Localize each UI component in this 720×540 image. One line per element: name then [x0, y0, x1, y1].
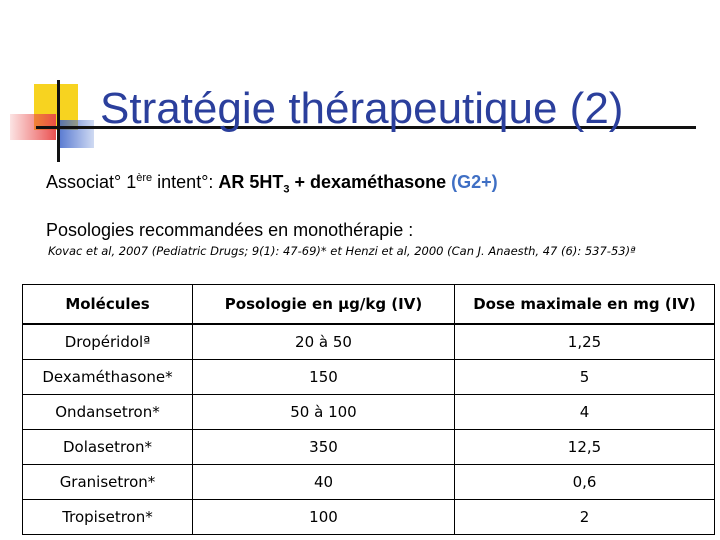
decor-blue-square	[58, 120, 94, 148]
cell-posology: 40	[193, 465, 455, 500]
cell-max-dose: 5	[455, 360, 715, 395]
association-g2: (G2+)	[451, 172, 498, 192]
association-middle: intent°:	[152, 172, 219, 192]
cell-molecule: Dexaméthasone*	[23, 360, 193, 395]
table-row	[23, 395, 715, 430]
cell-max-dose: 12,5	[455, 430, 715, 465]
slide-title: Stratégie thérapeutique (2)	[100, 84, 624, 133]
association-sup: ère	[136, 172, 153, 184]
table-header-row	[23, 285, 715, 325]
cell-posology: 100	[193, 500, 455, 535]
cell-posology: 150	[193, 360, 455, 395]
cell-posology: 50 à 100	[193, 395, 455, 430]
cell-molecule: Ondansetron*	[23, 395, 193, 430]
cell-molecule: Tropisetron*	[23, 500, 193, 535]
cell-molecule: Granisetron*	[23, 465, 193, 500]
cell-molecule: Dropéridolª	[23, 324, 193, 360]
decor-vertical-line	[57, 80, 60, 162]
association-prefix: Associat° 1	[46, 172, 137, 192]
table-row	[23, 430, 715, 465]
posology-heading: Posologies recommandées en monothérapie :	[46, 220, 414, 240]
cell-max-dose: 0,6	[455, 465, 715, 500]
cell-posology: 20 à 50	[193, 324, 455, 360]
association-ar: AR 5HT	[218, 172, 284, 192]
table-row	[23, 465, 715, 500]
cell-max-dose: 1,25	[455, 324, 715, 360]
table-row	[23, 360, 715, 395]
cell-molecule: Dolasetron*	[23, 430, 193, 465]
header-posology: Posologie en µg/kg (IV)	[193, 285, 455, 325]
association-plus: + dexaméthasone	[289, 172, 452, 192]
table-row	[23, 500, 715, 535]
header-max-dose: Dose maximale en mg (IV)	[455, 285, 715, 325]
cell-posology: 350	[193, 430, 455, 465]
reference-text: Kovac et al, 2007 (Pediatric Drugs; 9(1): 47-69)* et Henzi et al, 2000 (Can J. Anaesth, 47 (6): 537-53)ª	[48, 244, 636, 258]
dosage-table	[22, 284, 715, 535]
header-molecules: Molécules	[23, 285, 193, 325]
cell-max-dose: 4	[455, 395, 715, 430]
table-row	[23, 324, 715, 360]
association-line	[46, 172, 498, 196]
cell-max-dose: 2	[455, 500, 715, 535]
association-sub: 3	[283, 183, 290, 196]
